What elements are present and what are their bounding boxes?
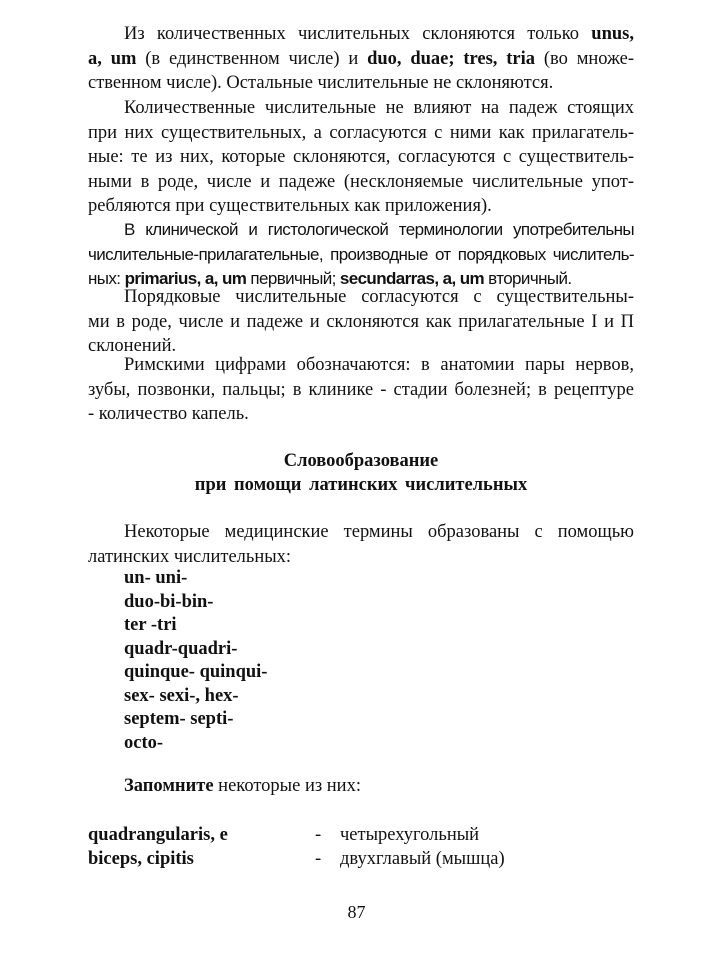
prefix-item: quadr-quadri- (124, 638, 238, 659)
text-line: В клинической и гистологической терминологии употребительны (124, 220, 634, 239)
paragraph-ordinal-numerals (88, 285, 634, 359)
heading-line-1: Словообразование (283, 451, 439, 471)
text-line: a, um (в единственном числе) и duo, duae; tres, tria (во множе- (88, 48, 635, 69)
text-line: ные: те из них, которые склоняются, согласуются с существитель- (88, 147, 634, 167)
remember-label: Запомните (124, 776, 214, 796)
text-line: Из количественных числительных склоняются только unus, (124, 24, 634, 44)
text-line: Некоторые медицинские термины образованы с помощью (124, 522, 634, 542)
paragraph-clinical-terminology (88, 218, 634, 292)
prefix-item: duo-bi-bin- (124, 591, 214, 612)
prefix-list (124, 567, 267, 755)
term-translation: четырехугольный (340, 825, 480, 845)
text-line: Римскими цифрами обозначаются: в анатомии пары нервов, (124, 355, 634, 375)
term-dash: - (315, 849, 322, 869)
heading-line-2: при помощи латинских числительных (194, 475, 528, 495)
text-line: Количественные числительные не влияют на падеж стоящих (124, 98, 634, 118)
prefix-item: quinque- quinqui- (124, 662, 268, 682)
paragraph-intro (88, 520, 634, 569)
term-dash: - (315, 825, 322, 845)
prefix-item: sex- sexi-, hex- (124, 685, 239, 706)
remember-line (124, 776, 361, 797)
text-line: Порядковые числительные согласуются с существительны- (124, 287, 634, 307)
text-line: ственном числе). Остальные числительные не склоняются. (88, 73, 554, 93)
paragraph-case-agreement (88, 96, 634, 219)
section-heading (88, 449, 634, 497)
text-line: - количество капель. (88, 404, 249, 424)
prefix-item: septem- septi- (124, 709, 234, 729)
page-number: 87 (347, 902, 366, 922)
text-line: числительные-прилагательные, производные от порядковых числитель- (88, 244, 634, 264)
text-line: ными в роде, числе и падеже (несклоняемые числительные упот- (88, 171, 634, 192)
prefix-item: un- uni- (124, 568, 188, 588)
remember-text: некоторые из них: (213, 776, 361, 796)
text-line: склонений. (88, 336, 177, 356)
text-line: ребляются при существительных как приложения). (88, 196, 492, 216)
text-line: ных: primarius, a, um первичный; secundarras, a, um вторичный. (88, 269, 572, 288)
paragraph-declinable-numerals (88, 22, 634, 96)
latin-term: biceps, cipitis (88, 849, 194, 869)
text-line: при них существительных, а согласуются с ними как прилагатель- (88, 122, 634, 143)
text-line: зубы, позвонки, пальцы; в клинике - стадии болезней; в рецептуре (88, 379, 634, 400)
text-line: латинских числительных: (88, 546, 292, 567)
latin-term: quadrangularis, e (88, 825, 228, 845)
prefix-item: octo- (124, 732, 164, 753)
text-line: ми в роде, числе и падеже и склоняются как прилагательные I и П (88, 311, 634, 332)
paragraph-roman-numerals (88, 353, 634, 427)
prefix-item: ter -tri (124, 615, 177, 635)
term-translation: двухглавый (мышца) (340, 849, 505, 869)
